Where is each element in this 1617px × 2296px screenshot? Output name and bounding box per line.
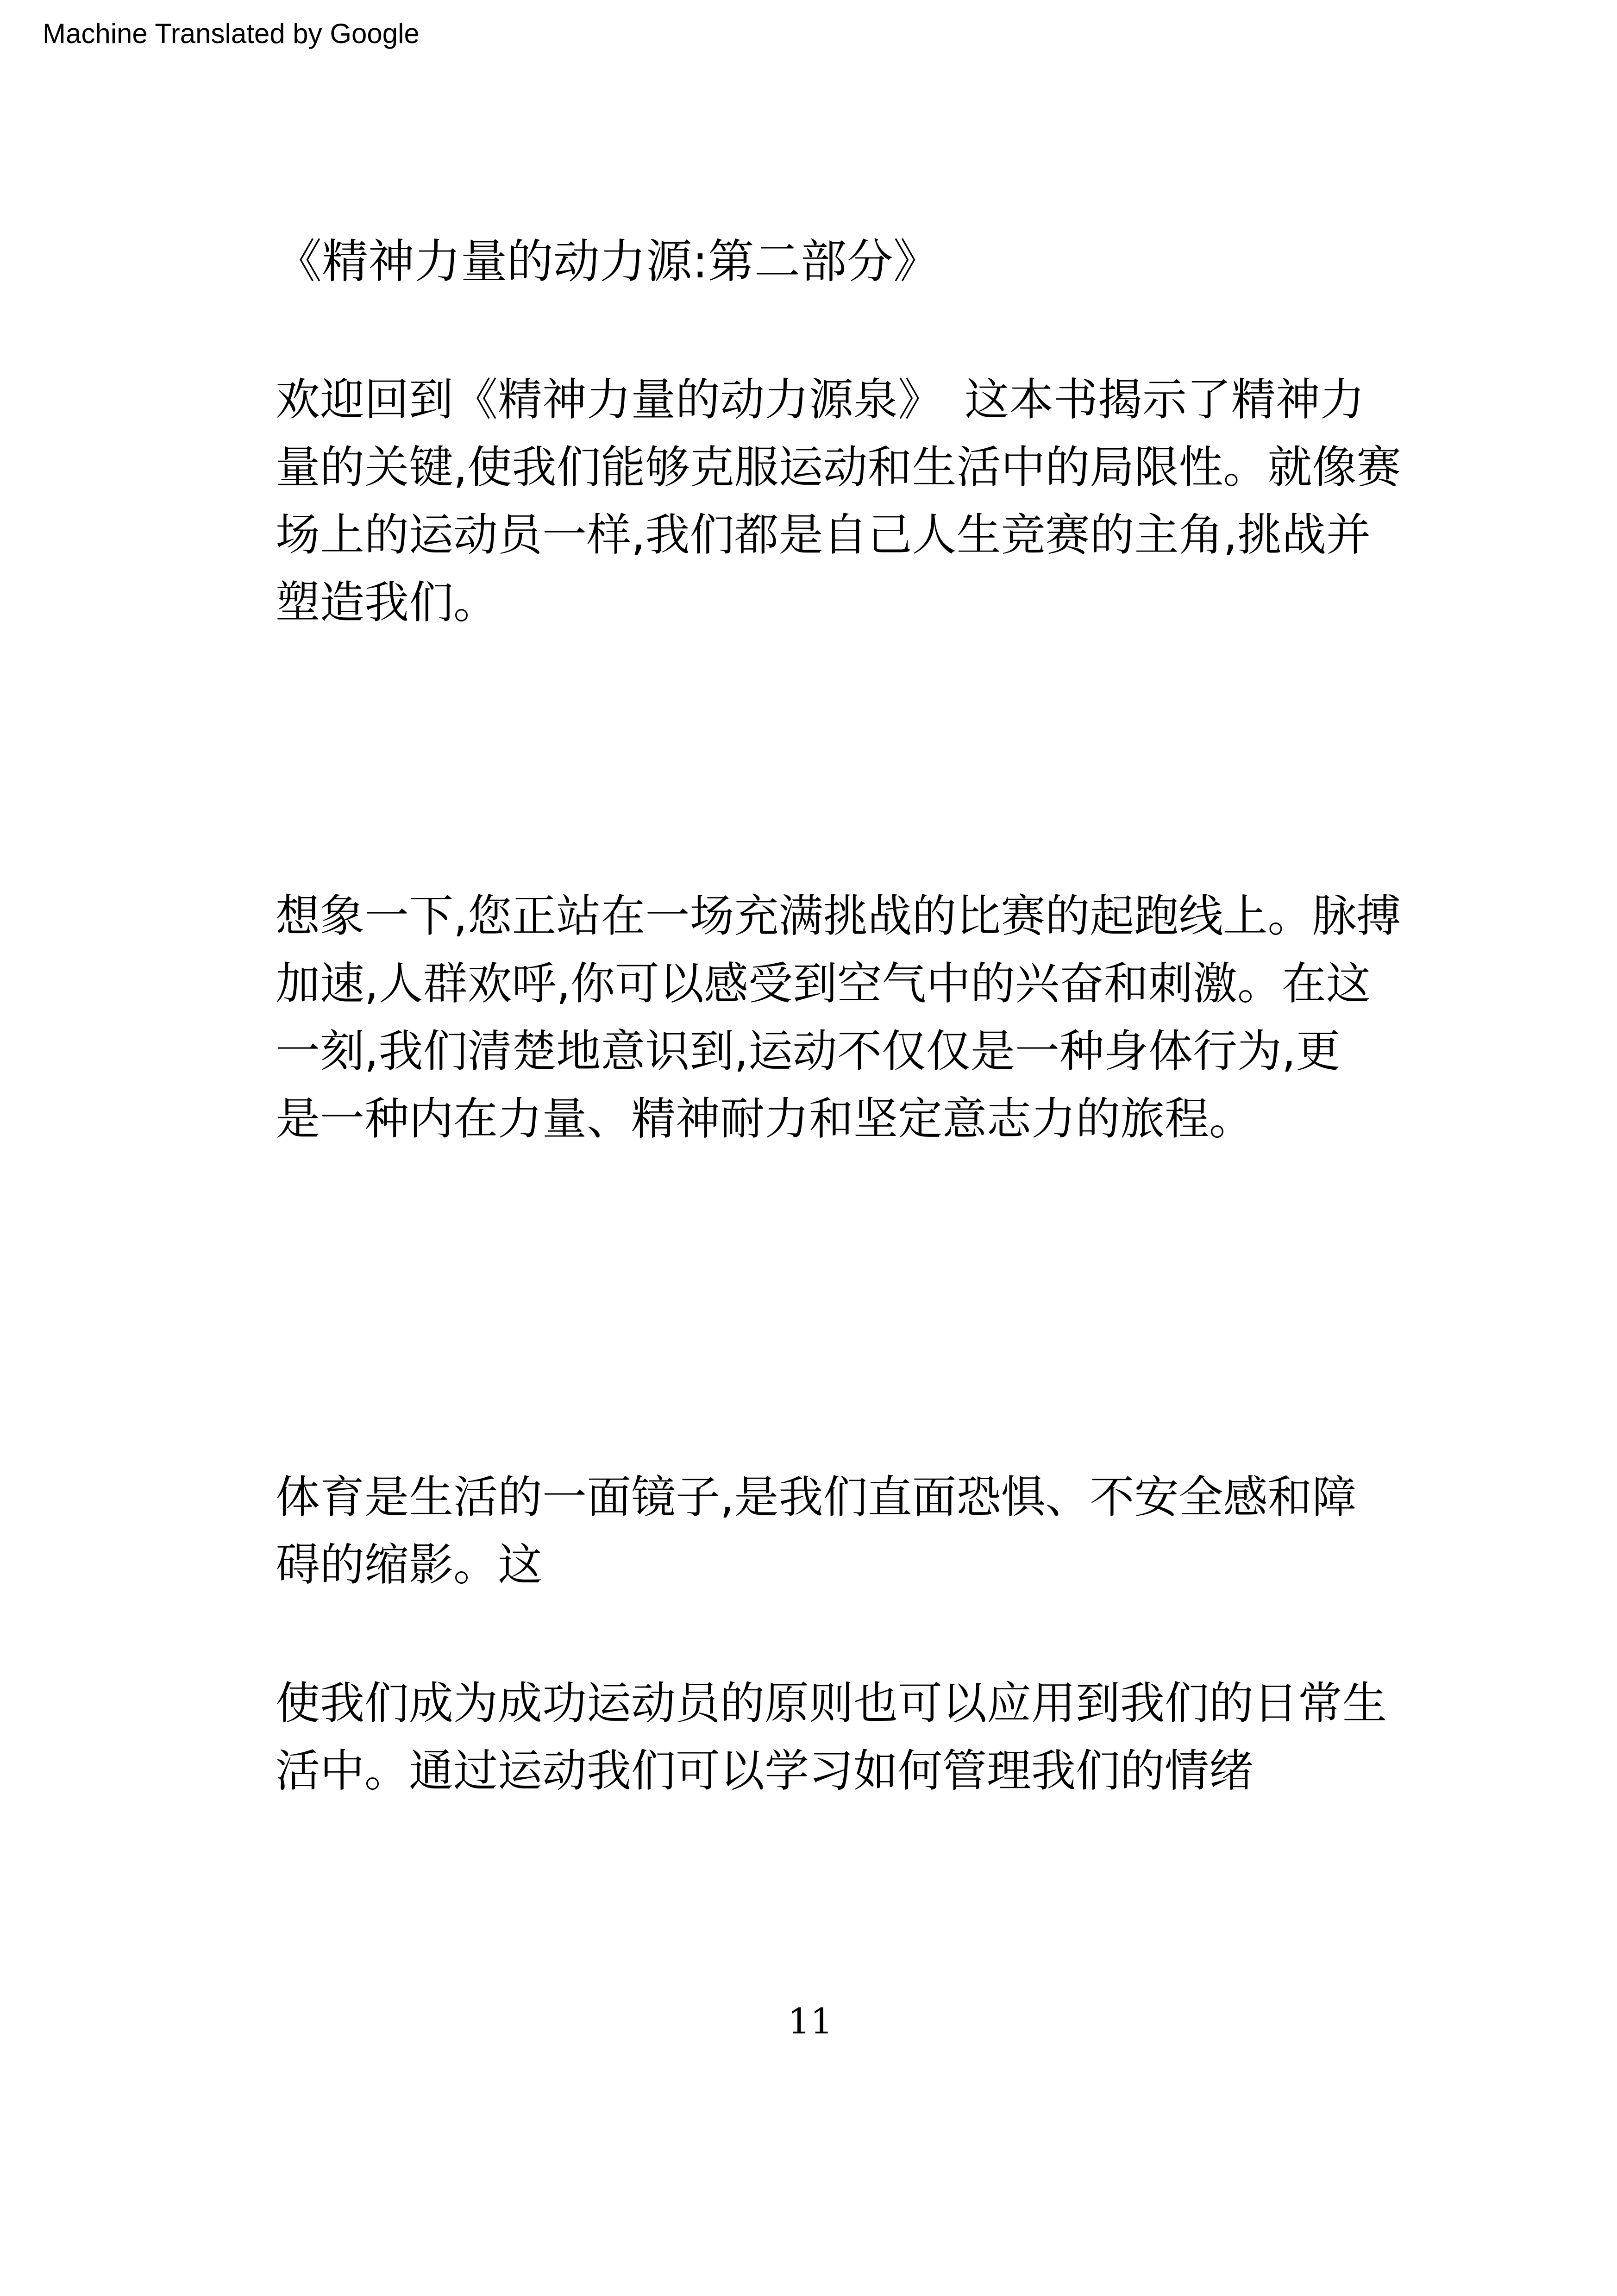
paragraph-line: 量的关键,使我们能够克服运动和生活中的局限性。就像赛	[276, 441, 1401, 493]
paragraph-line: 碍的缩影。这	[276, 1539, 542, 1591]
paragraph-2	[276, 882, 1401, 1153]
page-number: 11	[788, 2001, 833, 2042]
paragraph-line: 塑造我们。	[276, 577, 498, 628]
paragraph-line: 是一种内在力量、精神耐力和坚定意志力的旅程。	[276, 1093, 1253, 1145]
paragraph-1	[276, 366, 1401, 636]
paragraph-3	[276, 1463, 1378, 1599]
paragraph-line: 使我们成为成功运动员的原则也可以应用到我们的日常生	[276, 1677, 1387, 1729]
paragraph-4	[276, 1669, 1387, 1805]
paragraph-line: 欢迎回到《精神力量的动力源泉》 这本书揭示了精神力	[276, 374, 1365, 426]
paragraph-line: 体育是生活的一面镜子,是我们直面恐惧、不安全感和障	[276, 1471, 1357, 1523]
machine-translation-banner: Machine Translated by Google	[43, 18, 420, 49]
paragraph-line: 活中。通过运动我们可以学习如何管理我们的情绪	[276, 1745, 1253, 1797]
page-title: 《精神力量的动力源:第二部分》	[276, 234, 940, 289]
paragraph-line: 一刻,我们清楚地意识到,运动不仅仅是一种身体行为,更	[276, 1025, 1341, 1077]
paragraph-line: 场上的运动员一样,我们都是自己人生竞赛的主角,挑战并	[276, 509, 1371, 561]
paragraph-line: 想象一下,您正站在一场充满挑战的比赛的起跑线上。脉搏	[276, 890, 1401, 942]
paragraph-line: 加速,人群欢呼,你可以感受到空气中的兴奋和刺激。在这	[276, 958, 1371, 1010]
